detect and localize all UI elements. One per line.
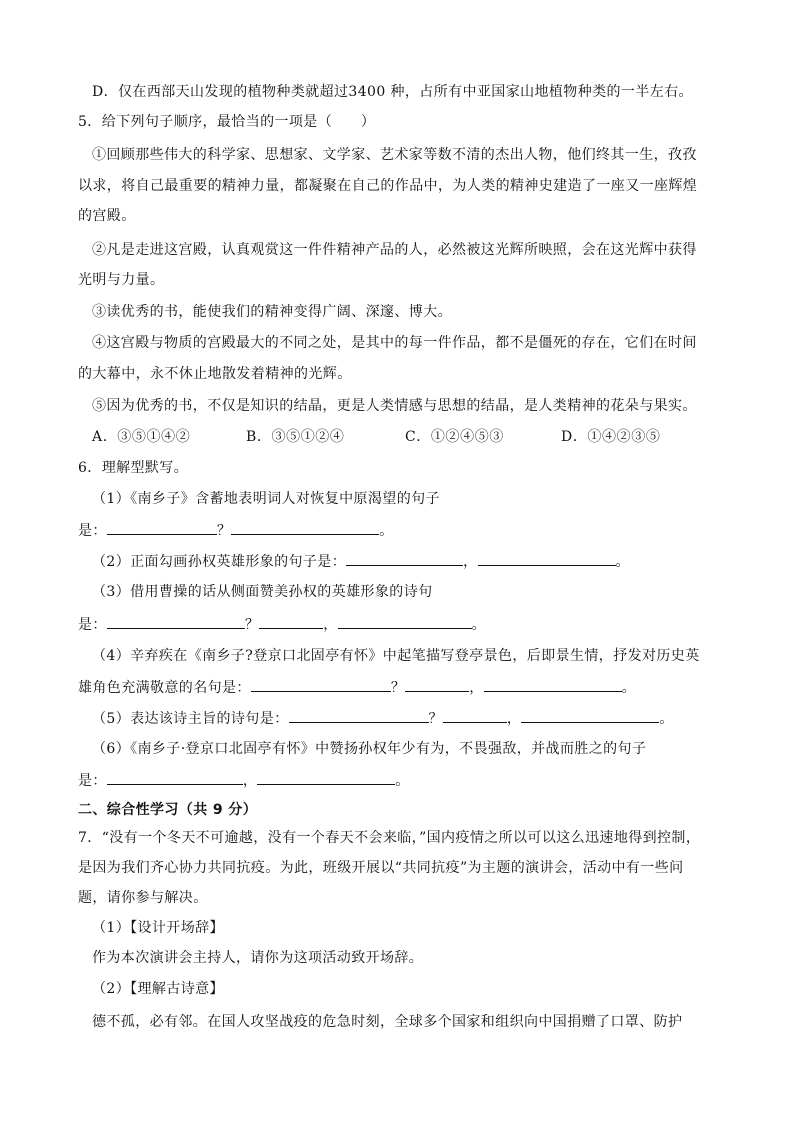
- answer-blank[interactable]: [251, 677, 391, 692]
- section-2-heading: 二、综合性学习（共 9 分）: [78, 802, 258, 818]
- choice-c[interactable]: C．①②④⑤③: [405, 429, 504, 445]
- answer-blank[interactable]: [484, 677, 622, 692]
- q6-part-5-line: [92, 708, 674, 729]
- punctuation: ？: [390, 680, 406, 696]
- answer-blank[interactable]: [107, 770, 243, 785]
- choice-b[interactable]: B．③⑤①②④: [246, 429, 345, 445]
- punctuation: ，: [506, 711, 522, 727]
- q6-part-2-prompt: （2）正面勾画孙权英雄形象的句子是：: [92, 554, 347, 570]
- q7-part-2-text: 德不孤，必有邻。在国人攻坚战疫的危急时刻，全球多个国家和组织向中国捐赠了口罩、防护: [92, 1014, 683, 1030]
- q7-part-1-heading: （1）【设计开场辞】: [92, 920, 224, 936]
- sentence-2-line-1: ②凡是走进这宫殿，认真观赏这一件件精神产品的人，必然被这光辉所映照，会在这光辉中获得: [92, 242, 697, 258]
- punctuation: ，: [469, 680, 484, 696]
- answer-blank[interactable]: [405, 677, 469, 692]
- sentence-1-line-3: 的宫殿。: [78, 208, 136, 224]
- answer-blank[interactable]: [259, 614, 323, 629]
- punctuation: 。: [659, 711, 674, 727]
- punctuation: 。: [395, 773, 410, 789]
- choice-d[interactable]: D．①④②③⑤: [561, 429, 661, 445]
- q6-part-5-prompt: （5）表达该诗主旨的诗句是：: [92, 711, 289, 727]
- punctuation: 。: [615, 554, 630, 570]
- q6-part-3-answer-line: [78, 614, 486, 635]
- question-7-line-2: 是因为我们齐心协力共同抗疫。为此，班级开展以“共同抗疫”为主题的演讲会，活动中有一些问: [78, 860, 684, 876]
- question-6-stem: 6．理解型默写。: [78, 460, 189, 476]
- q6-part-1-prompt: （1）《南乡子》含蓄地表明词人对恢复中原渴望的句子: [92, 491, 440, 507]
- sentence-1-line-1: ①回顾那些伟大的科学家、思想家、文学家、艺术家等数不清的杰出人物，他们终其一生，孜孜: [92, 147, 697, 163]
- option-d-text-q4: D．仅在西部天山发现的植物种类就超过3400 种，占所有中亚国家山地植物种类的一半左右。: [92, 84, 693, 100]
- q6-part-4-prompt-cont: 雄角色充满敬意的名句是：: [78, 680, 251, 696]
- sentence-5: ⑤因为优秀的书，不仅是知识的结晶，更是人类情感与思想的结晶，是人类精神的花朵与果实。: [92, 398, 697, 414]
- punctuation: ，: [463, 554, 478, 570]
- q6-part-3-prompt: （3）借用曹操的话从侧面赞美孙权的英雄形象的诗句: [92, 584, 433, 600]
- punctuation: ，: [242, 773, 258, 789]
- punctuation: ，: [323, 617, 338, 633]
- answer-prefix: 是：: [78, 523, 107, 539]
- answer-prefix: 是：: [78, 773, 107, 789]
- sentence-4-line-2: 的大幕中，永不休止地散发着精神的光辉。: [78, 366, 352, 382]
- answer-blank[interactable]: [107, 520, 217, 535]
- choice-a[interactable]: A．③⑤①④②: [92, 429, 191, 445]
- sentence-2-line-2: 光明与力量。: [78, 272, 165, 288]
- q7-part-2-heading: （2）【理解古诗意】: [92, 981, 224, 997]
- answer-blank[interactable]: [478, 551, 616, 566]
- punctuation: 。: [471, 617, 487, 633]
- sentence-3: ③读优秀的书，能使我们的精神变得广阔、深邃、博大。: [92, 304, 452, 320]
- sentence-4-line-1: ④这宫殿与物质的宫殿最大的不同之处，是其中的每一件作品，都不是僵死的存在，它们在时间: [92, 335, 697, 351]
- sentence-1-line-2: 以求，将自己最重要的精神力量，都凝聚在自己的作品中，为人类的精神史建造了一座又一座辉煌: [78, 178, 698, 194]
- q7-part-1-prompt: 作为本次演讲会主持人，请你为这项活动致开场辞。: [92, 950, 424, 966]
- answer-blank[interactable]: [289, 708, 429, 723]
- punctuation: 。: [379, 523, 394, 539]
- q6-part-4-answer-line: [78, 677, 636, 698]
- question-5-stem: 5．给下列句子顺序，最恰当的一项是（ ）: [78, 114, 376, 130]
- answer-blank[interactable]: [521, 708, 659, 723]
- q6-part-2-line: [92, 551, 630, 572]
- punctuation: ？: [244, 617, 260, 633]
- answer-blank[interactable]: [346, 551, 463, 566]
- punctuation: ？: [428, 711, 443, 727]
- answer-blank[interactable]: [231, 520, 379, 535]
- punctuation: ？: [216, 523, 232, 539]
- answer-blank[interactable]: [443, 708, 507, 723]
- answer-blank[interactable]: [338, 614, 472, 629]
- answer-blank[interactable]: [257, 770, 395, 785]
- answer-blank[interactable]: [107, 614, 245, 629]
- question-7-line-1: 7．“没有一个冬天不可逾越，没有一个春天不会来临，”国内疫情之所以可以这么迅速地得到控制，: [78, 830, 701, 846]
- q6-part-6-prompt: （6）《南乡子·登京口北固亭有怀》中赞扬孙权年少有为，不畏强敌，并战而胜之的句子: [92, 741, 647, 757]
- punctuation: 。: [621, 680, 637, 696]
- q6-part-4-prompt: （4）辛弃疾在《南乡子?登京口北固亭有怀》中起笔描写登亭景色，后即景生情，抒发对历史英: [92, 648, 700, 664]
- question-7-line-3: 题，请你参与解决。: [78, 890, 208, 906]
- q6-part-1-answer-line: [78, 520, 394, 541]
- q6-part-6-answer-line: [78, 770, 410, 791]
- answer-prefix: 是：: [78, 617, 107, 633]
